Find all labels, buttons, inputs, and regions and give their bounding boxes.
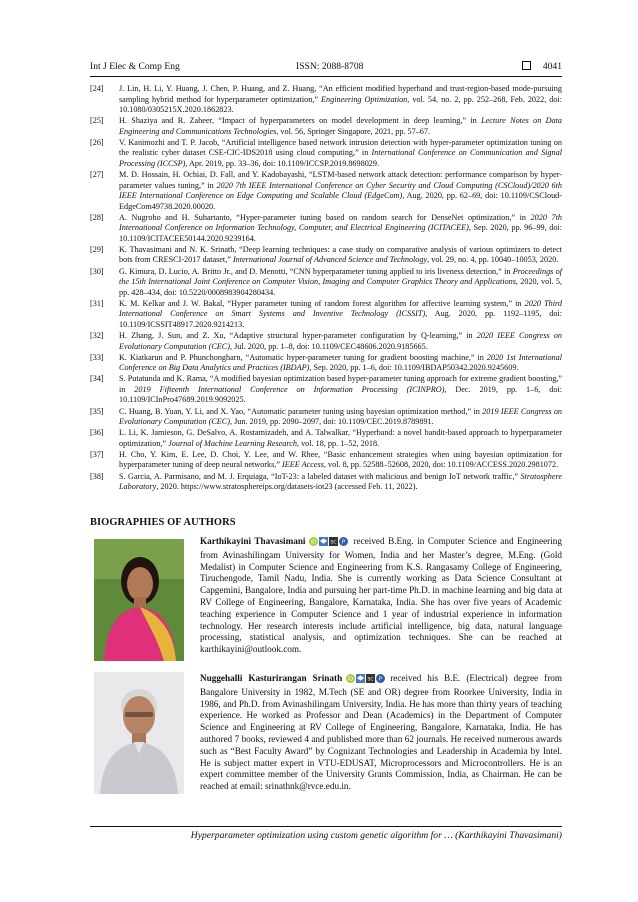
reference-venue: 2019 Fifteenth International Conference on Information Processing (ICINPRO) (134, 384, 445, 394)
reference-item (90, 331, 562, 352)
reference-item (90, 213, 562, 245)
reference-text: , Sep. 2020, pp. 1–6, doi: 10.1109/IBDAP50342.2020.9245609. (309, 363, 519, 373)
reference-number: [34] (90, 374, 104, 384)
svg-text:SC: SC (330, 540, 337, 546)
reference-text: S. Garcia, A. Parmisano, and M. J. Erquiaga, “IoT-23: a labeled dataset with malicious and benign IoT network traffic,” (119, 471, 521, 481)
reference-item (90, 299, 562, 331)
reference-venue: 2020 IEEE Congress on Evolutionary Computation (CEC) (119, 331, 562, 351)
square-bullet-icon (522, 61, 531, 70)
reference-text: , Dec. 2019, pp. 1–6, doi: 10.1109/ICInPro47689.2019.9092025. (119, 384, 563, 405)
reference-text: K. M. Kelkar and J. W. Bakal, “Hyper parameter tuning of random forest algorithm for affective learning system,” in (119, 298, 525, 308)
reference-number: [25] (90, 116, 104, 126)
reference-text: S. Putatunda and K. Rama, “A modified bayesian optimization based hyper-parameter tuning approach for extreme gradient boosting,” in (119, 374, 562, 394)
reference-text: , vol. 8, pp. 52588–52608, 2020, doi: 10.1109/ACCESS.2020.2981072. (323, 460, 559, 470)
svg-text:iD: iD (311, 539, 317, 546)
reference-item (90, 353, 562, 374)
running-footer: Hyperparameter optimization using custom genetic algorithm for … (Karthikayini Thavasimani) (190, 830, 562, 841)
reference-text: , Sep. 2020, pp. 96–99, doi: 10.1109/ICITACEE50144.2020.9239164. (119, 223, 562, 243)
reference-text: L. Li, K. Jamieson, G. DeSalvo, A. Rostamizadeh, and A. Talwalkar, “Hyperband: a novel bandit-based approach to hyperparameter optimization,” (119, 428, 562, 448)
reference-text: , vol. 18, pp. 1–52, 2018. (296, 438, 380, 448)
reference-item (90, 428, 562, 449)
reference-text: , Jun. 2019, pp. 2090–2097, doi: 10.1109/CEC.2019.8789891. (229, 417, 434, 427)
reference-number: [24] (90, 84, 104, 93)
reference-text: A. Nugroho and H. Suhartanto, “Hyper-parameter tuning based on random search for DenseNet optimization,” in (119, 212, 531, 222)
bio-text: received his B.E. (Electrical) degree from Bangalore University in 1982, M.Tech (SE and OR) degree from Roorkee University, India in 1986, and Ph.D. from Avinashilingam University, India. He has more than thirty years of teaching experience. He worked as Professor and Dean (Academics) in the Department of Computer Science and Engineering at RV College of Engineering, Bangalore, Karnataka, India. He has authored 7 books, reviewed 4 and published more than 62 journals. He received numerous awards such as “Best Faculty Award” by Cognizant Technologies and Leadership in Academia by Intel. He is subject matter expert in VTU-EDUSAT, Microprocessors and Microcontrollers. He is an expert committee member of the University Grants Commission, India, as Chairman. He can be reached at email: srinathnk@rvce.edu.in. (200, 673, 562, 792)
bio-karthikayini (200, 536, 562, 656)
reference-text: K. Kiatkarun and P. Phunchongharn, “Automatic hyper-parameter tuning for gradient boosting machine,” in (119, 352, 487, 362)
reference-text: , Jul. 2020, pp. 1–8, doi: 10.1109/CEC48606.2020.9185665. (229, 341, 428, 351)
reference-item (90, 84, 562, 116)
reference-text: C. Huang, B. Yuan, Y. Li, and X. Yao, “Automatic parameter tuning using bayesian optimization method,” in (119, 406, 483, 416)
reference-number: [32] (90, 331, 104, 340)
reference-number: [37] (90, 449, 104, 459)
bio-srinath (200, 673, 562, 793)
profile-badges (309, 537, 349, 550)
reference-number: [35] (90, 406, 104, 416)
reference-venue: 2020 1st International Conference on Big Data Analytics and Practices (IBDAP) (119, 352, 563, 373)
reference-text: K. Thavasimani and N. K. Srinath, “Deep learning techniques: a case study on comparative analysis of various optimizers to detect bots from CRESCI-2017 dataset,” (119, 244, 562, 265)
reference-text: V. Kanimozhi and T. P. Jacob, “Artificial intelligence based network intrusion detection with hyper-parameter optimization tuning on the realistic cyber dataset CSE-CIC-IDS2018 using cloud computing,” in (119, 137, 562, 158)
reference-item (90, 170, 562, 212)
profile-badges (346, 674, 386, 687)
reference-number: [30] (90, 266, 104, 276)
reference-venue: Journal of Machine Learning Research (168, 438, 297, 448)
portrait-woman-image (94, 539, 184, 661)
reference-item (90, 267, 562, 299)
page-number: 4041 (542, 61, 562, 72)
reference-text: , Aug. 2020, pp. 1192–1195, doi: 10.1109/ICSSIT48917.2020.9214213. (119, 309, 562, 329)
reference-venue: Lecture Notes on Data Engineering and Communications Technologies (119, 116, 563, 136)
portrait-man-image (94, 672, 184, 794)
bio-text: received B.Eng. in Computer Science and Engineering from Avinashilingam University for Women, India and her Master’s degree, M.Eng. (Gold Medalist) in Computer Science and Engineering from K.S. Rangasamy College of Engineering, Tiruchengode, Tamil Nadu, India. She is currently working as Data Science Consultant at Capgemini, Bangalore, India and pursuing her part-time Ph.D. in machine learning and big data at RV College of Engineering, Bangalore, Karnataka, India. She has over five years of Academic teaching experience in Computer Science and 1 year of industrial experience in information technology. Her research interests include artificial intelligence, big data, natural language processing, statistical analysis, and optimization techniques. She can be reached at karthikayini@outlook.com. (200, 536, 562, 655)
publons-icon[interactable] (376, 674, 385, 683)
reference-text: H. Shaziya and R. Zaheer, “Impact of hyperparameters on model development in deep learning,” in (119, 116, 482, 126)
publons-icon[interactable] (339, 537, 348, 546)
svg-text:iD: iD (347, 676, 354, 683)
reference-number: [31] (90, 298, 104, 308)
reference-venue: 2020 7th IEEE International Conference on Cyber Security and Cloud Computing (CSCloud)/2020 6th IEEE International Conference on Edge Computing and Scalable Cloud (EdgeCom) (119, 180, 562, 201)
reference-item (90, 374, 562, 406)
reference-item (90, 116, 562, 137)
reference-text: H. Zhang, J. Sun, and Z. Xu, “Adaptive structural hyper-parameter configuration by Q-learning,” in (119, 331, 477, 340)
svg-text:SC: SC (367, 677, 374, 683)
reference-text: G. Kimura, D. Lucio, A. Britto Jr., and D. Menotti, “CNN hyperparameter tuning applied to iris liveness detection,” in (119, 266, 513, 276)
section-title: BIOGRAPHIES OF AUTHORS (90, 517, 236, 528)
reference-number: [33] (90, 352, 104, 362)
author-name: Karthikayini Thavasimani (200, 536, 306, 546)
orcid-icon[interactable] (346, 674, 355, 683)
svg-text:P: P (342, 539, 346, 546)
reference-venue: Engineering Optimization (321, 94, 408, 104)
reference-text: , 2020. https://www.stratosphereips.org/datasets-iot23 (accessed Feb. 11, 2022). (156, 482, 418, 492)
scopus-icon[interactable] (329, 537, 338, 546)
reference-text: M. D. Hossain, H. Ochiai, D. Fall, and Y. Kadobayashi, “LSTM-based network attack detection: performance comparison by hyper-parameter values tuning,” in (119, 170, 562, 190)
scopus-icon[interactable] (366, 674, 375, 683)
reference-venue: 2020 Third International Conference on Smart Systems and Inventive Technology (ICSSIT) (119, 298, 562, 319)
reference-number: [29] (90, 244, 104, 254)
reference-text: , Apr. 2019, pp. 33–36, doi: 10.1109/ICCSP.2019.8698029. (185, 158, 380, 168)
reference-venue: International Conference on Communication and Signal Processing (ICCSP) (119, 148, 562, 168)
footer-rule (90, 826, 562, 827)
reference-venue: Stratosphere Laboratory (119, 471, 562, 492)
reference-text: , vol. 56, Springer Singapore, 2021, pp. 57–67. (276, 126, 431, 136)
reference-venue: International Journal of Advanced Science and Technology (232, 255, 428, 265)
reference-text: , vol. 54, no. 2, pp. 252–268, Feb. 2022, doi: 10.1080/0305215X.2020.1862823. (119, 94, 563, 114)
google-scholar-icon[interactable] (319, 537, 328, 546)
reference-text: , Aug. 2020, pp. 62–69, doi: 10.1109/CSCloud-EdgeCom49738.2020.00020. (119, 191, 562, 211)
journal-name: Int J Elec & Comp Eng (90, 61, 180, 72)
reference-venue: 2019 IEEE Congress on Evolutionary Computation (CEC) (119, 406, 562, 427)
reference-number: [38] (90, 471, 104, 481)
reference-item (90, 407, 562, 428)
reference-item (90, 472, 562, 493)
svg-text:P: P (379, 676, 383, 683)
reference-item (90, 245, 562, 266)
reference-number: [36] (90, 428, 104, 438)
page-number-group (522, 60, 562, 74)
orcid-icon[interactable] (309, 537, 318, 546)
author-name: Nuggehalli Kasturirangan Srinath (200, 673, 343, 683)
reference-text: , 2020, vol. 5, pp. 428–434, doi: 10.5220/0008983904280434. (119, 277, 562, 297)
reference-number: [28] (90, 212, 104, 222)
reference-venue: Proceedings of the 15th International Joint Conference on Computer Vision, Imaging and Computer Graphics Theory and Applications (119, 266, 562, 287)
reference-number: [26] (90, 137, 104, 147)
reference-number: [27] (90, 170, 104, 180)
running-header (90, 60, 562, 74)
reference-item (90, 450, 562, 471)
reference-list (90, 84, 562, 493)
issn: ISSN: 2088-8708 (296, 61, 364, 72)
google-scholar-icon[interactable] (356, 674, 365, 683)
reference-text: , vol. 29, no. 4, pp. 10040–10053, 2020. (427, 255, 559, 265)
reference-text: J. Lin, H. Li, Y. Huang, J. Chen, P. Huang, and Z. Huang, “An efficient modified hyperband and trust-region-based mode-pursuing sampling hybrid method for hyperparameter optimization,” (119, 84, 562, 104)
header-rule (90, 76, 562, 77)
author-photo-srinath (94, 672, 184, 794)
reference-venue: IEEE Access (282, 460, 324, 470)
reference-item (90, 138, 562, 170)
author-photo-karthikayini (94, 539, 184, 661)
reference-text: H. Cho, Y. Kim, E. Lee, D. Choi, Y. Lee, and W. Rhee, “Basic enhancement strategies when using bayesian optimization for hyperparameter tuning of deep neural networks,” (119, 449, 562, 470)
reference-venue: 2020 7th International Conference on Information Technology, Computer, and Electrical Engineering (ICITACEE) (119, 212, 563, 233)
